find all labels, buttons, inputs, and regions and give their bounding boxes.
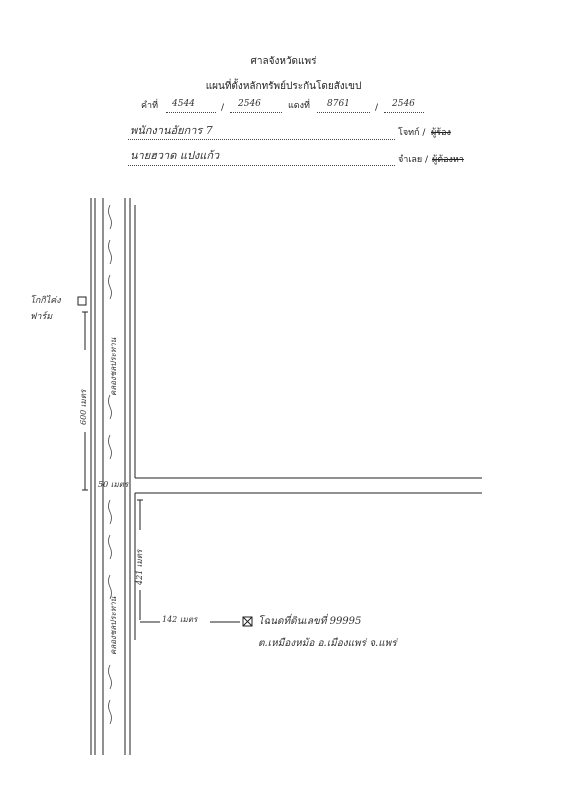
defendant-name: นายฮวาด แปงแก้ว [130,149,220,162]
map-subtitle: แผนที่ตั้งหลักทรัพย์ประกันโดยสังเขป [205,81,362,92]
landmark-label-line1: โกกิไค่ง [30,296,61,306]
water-mark [109,665,112,689]
canal-label-upper: คลองชลประทาน [109,337,118,396]
farm-marker-square [78,297,86,305]
landmark-label-line2: ฟาร์ม [30,312,53,322]
water-mark [109,240,112,264]
water-mark [109,275,112,299]
defendant-struck-text: ผู้ต้องหา [432,155,464,165]
water-mark [109,205,112,229]
water-mark [109,395,112,419]
black-case-no: 4544 [172,99,195,109]
water-mark [109,575,112,599]
canal-label-lower: คลองชลประทาน [109,596,118,655]
water-mark [109,700,112,724]
plaintiff-struck-text: ผู้ร้อง [431,128,451,138]
black-case-label: คำที่ [141,101,159,111]
water-mark [109,500,112,524]
case-slash-1: / [221,103,225,113]
black-case-year: 2546 [238,99,261,109]
plaintiff-name: พนักงานอัยการ 7 [130,124,213,137]
distance-50-label: 50 เมตร [98,480,129,489]
red-case-no: 8761 [327,99,350,109]
case-slash-2: / [375,103,379,113]
water-mark [109,535,112,559]
plaintiff-label: โจทก์ / [398,128,426,138]
deed-number: โฉนดที่ดินเลขที่ 99995 [258,616,362,627]
distance-421-label: 421 เมตร [135,549,144,585]
defendant-label: จำเลย / [398,155,429,165]
distance-600-label: 600 เมตร [79,389,88,425]
deed-location: ต.เหมืองหม้อ อ.เมืองแพร่ จ.แพร่ [258,638,397,649]
red-case-label: แดงที่ [288,101,310,111]
red-case-year: 2546 [392,99,415,109]
water-mark [109,435,112,459]
court-name: ศาลจังหวัดแพร่ [250,56,317,67]
distance-142-label: 142 เมตร [162,615,198,624]
